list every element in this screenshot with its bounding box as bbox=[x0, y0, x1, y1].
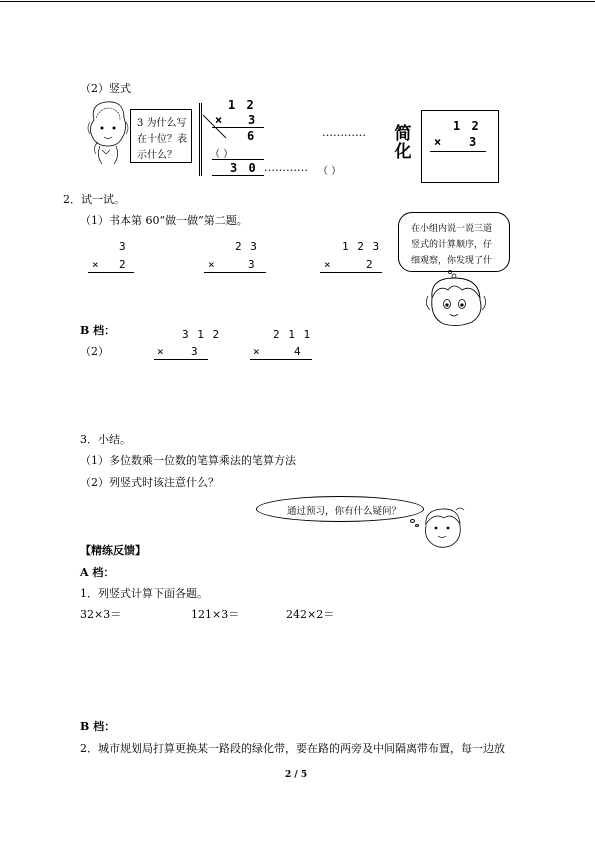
a-level-label: A 档： bbox=[80, 566, 115, 579]
page-number: 2 / 5 bbox=[285, 770, 308, 780]
part-2-label: （2）竖式 bbox=[80, 82, 131, 95]
calc1-mult: 3 bbox=[248, 113, 256, 127]
dotted-leader-1: ………… bbox=[322, 126, 366, 139]
girl-face-illustration bbox=[424, 268, 490, 330]
practice-title: 【精练反馈】 bbox=[80, 544, 146, 557]
practice-q1: 1．列竖式计算下面各题。 bbox=[80, 587, 208, 600]
simplified-calc-box: 1 2 × 3 bbox=[421, 110, 499, 183]
section-3-heading: 3．小结。 bbox=[80, 433, 131, 446]
b-level-label: B 档： bbox=[80, 324, 116, 337]
calc1-partial: 6 bbox=[247, 129, 255, 143]
expr-1: 32×3＝ bbox=[80, 608, 122, 621]
expr-2: 121×3＝ bbox=[191, 608, 240, 621]
dotted-leader-2: ………… bbox=[264, 161, 308, 174]
small-girl-illustration bbox=[420, 504, 466, 550]
callout-question-box: 3 为什么写 在十位？表 示什么？ bbox=[130, 109, 192, 163]
practice-q2: 2．城市规划局打算更换某一路段的绿化带，要在路的两旁及中间隔离带布置，每一边放 bbox=[80, 742, 505, 755]
section-2-heading: 2．试一试。 bbox=[63, 193, 125, 206]
calc1-op: × bbox=[215, 113, 223, 127]
calc1-result-blank: （ ） bbox=[318, 166, 342, 177]
thinking-girl-illustration bbox=[84, 98, 132, 170]
question-cloud-bubble: 通过预习，你有什么疑问？ bbox=[256, 496, 424, 522]
hint-bubble: 在小组内说一说三道 竖式的计算顺序，仔 细观察，你发现了什 bbox=[398, 212, 510, 272]
section-3-item-1: （1）多位数乘一位数的笔算乘法的笔算方法 bbox=[80, 454, 296, 467]
calc1-top: 1 2 bbox=[228, 98, 256, 112]
calc1-blank: （ ） bbox=[210, 149, 234, 160]
section-2-item-2: （2） bbox=[80, 345, 109, 358]
top-rule bbox=[0, 1, 595, 2]
section-2-item-1: （1）书本第 60“做一做”第二题。 bbox=[80, 214, 248, 227]
simplify-label: 简化 bbox=[394, 124, 412, 162]
section-3-item-2: （2）列竖式时该注意什么？ bbox=[80, 476, 219, 489]
calc1-result: 3 0 bbox=[230, 161, 258, 175]
b-level-label-2: B 档： bbox=[80, 720, 116, 733]
expr-3: 242×2＝ bbox=[286, 608, 335, 621]
